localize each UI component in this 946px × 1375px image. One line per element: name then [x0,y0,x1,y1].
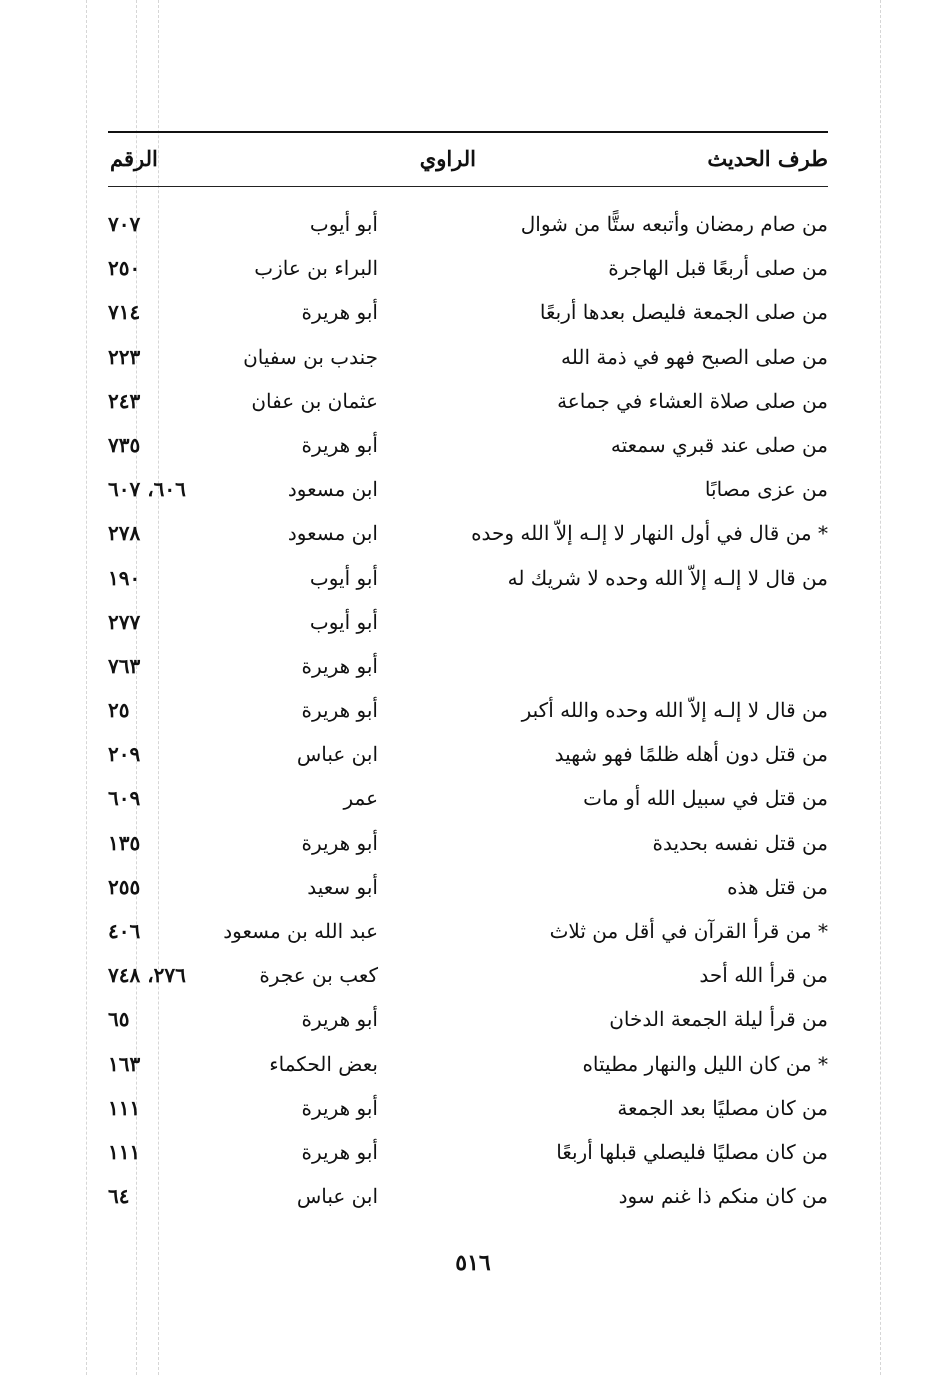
narrator-cell: ابن مسعود [287,521,378,546]
narrator-cell: أبو هريرة [301,698,378,723]
table-row [0,959,946,1003]
narrator-cell: أبو هريرة [301,1007,378,1032]
number-cell: ١٩٠ [108,565,141,590]
hadith-cell: من عزى مصابًا [704,477,828,502]
table-row [0,1136,946,1180]
hadith-cell: من صلى الصبح فهو في ذمة الله [561,344,828,369]
narrator-cell: عمر [343,786,378,811]
number-cell: ٢٤٣ [108,388,141,413]
hadith-cell: من كان مصليًا فليصلي قبلها أربعًا [556,1139,828,1164]
hadith-cell: من صلى الجمعة فليصل بعدها أربعًا [539,300,828,325]
hadith-cell: من قتل نفسه بحديدة [652,830,828,855]
table-row [0,296,946,340]
number-cell: ١١١ [108,1139,141,1164]
number-cell: ٢٧٧ [108,609,141,634]
number-cell: ٧٦٣ [108,653,141,678]
hadith-cell: * من قال في أول النهار لا إلـه إلاّ الله وحده [471,521,828,546]
hadith-cell: من قتل دون أهله ظلمًا فهو شهيد [554,742,828,767]
number-cell: ١٦٣ [108,1051,141,1076]
number-cell: ٢٥٠ [108,256,141,281]
table-row [0,341,946,385]
hadith-cell: من قرأ ليلة الجمعة الدخان [609,1007,828,1032]
hadith-cell: من قرأ الله أحد [699,963,828,988]
table-row [0,738,946,782]
narrator-cell: ابن مسعود [287,477,378,502]
table-row [0,1180,946,1224]
number-cell: ١٣٥ [108,830,141,855]
narrator-cell: أبو أيوب [309,565,378,590]
narrator-cell: عبد الله بن مسعود [223,919,378,943]
table-row [0,915,946,959]
number-cell: ٧٣٥ [108,432,141,457]
number-cell: ١١١ [108,1095,141,1120]
narrator-cell: أبو أيوب [309,609,378,634]
narrator-cell: أبو هريرة [301,432,378,457]
number-cell: ٢٧٦، ٧٤٨ [108,963,186,988]
narrator-cell: عثمان بن عفان [251,388,378,413]
table-row [0,252,946,296]
number-cell: ٦٥ [108,1007,130,1032]
hadith-cell: * من كان الليل والنهار مطيتاه [582,1051,828,1076]
hadith-cell: من كان مصليًا بعد الجمعة [617,1095,828,1120]
index-table-body [0,208,946,1224]
narrator-cell: أبو هريرة [301,300,378,325]
number-cell: ٢٧٨ [108,521,141,546]
hadith-cell: من صلى صلاة العشاء في جماعة [557,388,828,413]
table-row [0,606,946,650]
header-bottom-rule [108,186,828,187]
table-row [0,385,946,429]
hadith-column-header: طرف الحديث [707,146,828,171]
narrator-cell: ابن عباس [296,1184,378,1209]
table-row [0,650,946,694]
narrator-cell: كعب بن عجرة [259,963,378,988]
hadith-cell: من قتل في سبيل الله أو مات [583,786,828,811]
table-row [0,871,946,915]
page-number: ٥١٦ [455,1250,491,1276]
header-top-rule [108,131,828,133]
number-cell: ٢٥ [108,698,130,723]
table-row [0,473,946,517]
number-cell: ٢٥٥ [108,874,141,899]
narrator-cell: أبو هريرة [301,830,378,855]
number-cell: ٦٠٩ [108,786,141,811]
table-row [0,1092,946,1136]
number-cell: ٢٢٣ [108,344,141,369]
hadith-cell: من صلى أربعًا قبل الهاجرة [608,256,828,281]
number-cell: ٦٤ [108,1184,130,1209]
table-row [0,694,946,738]
hadith-cell: * من قرأ القرآن في أقل من ثلاث [549,919,828,943]
table-row [0,429,946,473]
hadith-cell: من صلى عند قبري سمعته [610,432,828,457]
table-header [108,140,828,180]
number-column-header: الرقم [110,146,158,171]
hadith-cell: من قال لا إلـه إلاّ الله وحده لا شريك له [507,565,828,590]
number-cell: ٤٠٦ [108,919,141,943]
narrator-cell: أبو هريرة [301,1095,378,1120]
narrator-cell: أبو أيوب [309,212,378,236]
table-row [0,1048,946,1092]
narrator-cell: جندب بن سفيان [243,344,378,369]
number-cell: ٦٠٦، ٦٠٧ [108,477,186,502]
number-cell: ٧١٤ [108,300,141,325]
number-cell: ٢٠٩ [108,742,141,767]
number-cell: ٧٠٧ [108,212,141,236]
narrator-cell: أبو هريرة [301,653,378,678]
narrator-cell: أبو هريرة [301,1139,378,1164]
narrator-cell: ابن عباس [296,742,378,767]
hadith-cell: من صام رمضان وأتبعه ستًّا من شوال [520,212,828,236]
narrator-column-header: الراوي [419,146,476,171]
narrator-cell: بعض الحكماء [269,1051,378,1076]
table-row [0,562,946,606]
hadith-cell: من كان منكم ذا غنم سود [618,1184,828,1209]
narrator-cell: البراء بن عازب [254,256,378,281]
hadith-cell: من قتل هذه [727,874,828,899]
table-row [0,1003,946,1047]
table-row [0,827,946,871]
table-row [0,517,946,561]
narrator-cell: أبو سعيد [307,874,378,899]
hadith-cell: من قال لا إلـه إلاّ الله وحده والله أكبر [521,698,828,723]
table-row [0,782,946,826]
table-row [0,208,946,252]
